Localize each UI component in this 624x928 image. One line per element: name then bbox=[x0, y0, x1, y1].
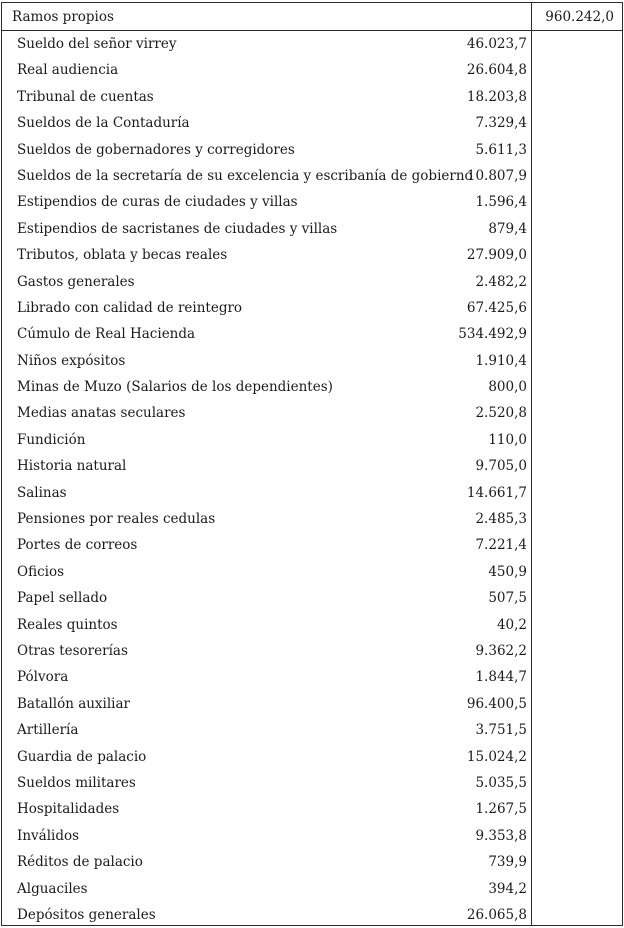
row-label: Salinas bbox=[17, 484, 67, 501]
row-value: 9.705,0 bbox=[475, 458, 527, 475]
row-label: Sueldo del señor virrey bbox=[17, 36, 177, 52]
row-value: 15.024,2 bbox=[466, 748, 527, 765]
row-value: 1.910,4 bbox=[475, 352, 527, 369]
row-label: Sueldos de gobernadores y corregidores bbox=[17, 141, 295, 158]
row-value: 46.023,7 bbox=[466, 36, 527, 52]
row-label: Sueldos de la Contaduría bbox=[17, 115, 190, 132]
table-row bbox=[2, 638, 531, 664]
row-label: Cúmulo de Real Hacienda bbox=[17, 326, 196, 343]
header-total: 960.242,0 bbox=[545, 9, 614, 25]
table-row bbox=[2, 216, 531, 242]
row-label: Historia natural bbox=[17, 458, 127, 475]
row-value: 26.604,8 bbox=[466, 62, 527, 79]
row-value: 40,2 bbox=[496, 616, 527, 633]
table-body bbox=[2, 31, 531, 928]
row-value: 26.065,8 bbox=[466, 906, 527, 923]
row-label: Estipendios de curas de ciudades y villas bbox=[17, 194, 298, 211]
row-value: 5.611,3 bbox=[475, 141, 527, 158]
row-label: Medias anatas seculares bbox=[17, 405, 186, 422]
row-value: 2.485,3 bbox=[475, 511, 527, 528]
row-label: Real audiencia bbox=[17, 62, 119, 79]
row-value: 110,0 bbox=[488, 431, 527, 448]
table-row bbox=[2, 269, 531, 295]
row-label: Portes de correos bbox=[17, 537, 138, 554]
table-row bbox=[2, 585, 531, 611]
row-label: Depósitos generales bbox=[17, 906, 156, 923]
row-value: 18.203,8 bbox=[466, 88, 527, 105]
row-value: 7.329,4 bbox=[475, 115, 527, 132]
table-row bbox=[2, 400, 531, 426]
row-label: Minas de Muzo (Salarios de los dependientes) bbox=[17, 379, 333, 396]
row-label: Sueldos militares bbox=[17, 774, 136, 791]
row-value: 96.400,5 bbox=[466, 695, 527, 712]
table-row bbox=[2, 559, 531, 585]
row-value: 27.909,0 bbox=[466, 247, 527, 264]
table-row bbox=[2, 295, 531, 321]
row-label: Pensiones por reales cedulas bbox=[17, 511, 216, 528]
row-label: Artillería bbox=[17, 722, 79, 739]
table-row bbox=[2, 717, 531, 743]
row-value: 5.035,5 bbox=[475, 774, 527, 791]
table-row bbox=[2, 532, 531, 558]
table-row bbox=[2, 110, 531, 136]
row-value: 394,2 bbox=[488, 880, 527, 897]
row-label: Sueldos de la secretaría de su excelencia y escribanía de gobierno bbox=[17, 167, 473, 184]
row-label: Librado con calidad de reintegro bbox=[17, 299, 243, 316]
row-value: 1.844,7 bbox=[475, 669, 527, 686]
table-row bbox=[2, 348, 531, 374]
table-row bbox=[2, 427, 531, 453]
row-label: Réditos de palacio bbox=[17, 854, 143, 871]
table-row bbox=[2, 31, 531, 57]
row-value: 507,5 bbox=[488, 590, 527, 607]
table-row bbox=[2, 480, 531, 506]
table-row bbox=[2, 137, 531, 163]
table-row bbox=[2, 849, 531, 875]
table-row bbox=[2, 902, 531, 928]
table-row bbox=[2, 242, 531, 268]
row-label: Batallón auxiliar bbox=[17, 695, 131, 712]
row-value: 739,9 bbox=[488, 854, 527, 871]
table-row bbox=[2, 163, 531, 189]
table-row bbox=[2, 57, 531, 83]
row-label: Estipendios de sacristanes de ciudades y villas bbox=[17, 220, 338, 237]
table-row bbox=[2, 744, 531, 770]
row-value: 2.520,8 bbox=[475, 405, 527, 422]
row-label: Gastos generales bbox=[17, 273, 135, 290]
row-value: 879,4 bbox=[488, 220, 527, 237]
table-row bbox=[2, 823, 531, 849]
row-label: Tributos, oblata y becas reales bbox=[17, 247, 228, 264]
row-value: 9.353,8 bbox=[475, 827, 527, 844]
table-row bbox=[2, 876, 531, 902]
row-value: 7.221,4 bbox=[475, 537, 527, 554]
table-row bbox=[2, 453, 531, 479]
table-row bbox=[2, 796, 531, 822]
row-label: Inválidos bbox=[17, 827, 80, 844]
row-label: Tribunal de cuentas bbox=[17, 88, 154, 105]
row-label: Papel sellado bbox=[17, 590, 108, 607]
table-row bbox=[2, 770, 531, 796]
row-label: Guardia de palacio bbox=[17, 748, 147, 765]
row-label: Reales quintos bbox=[17, 616, 118, 633]
row-value: 14.661,7 bbox=[466, 484, 527, 501]
row-value: 1.596,4 bbox=[475, 194, 527, 211]
row-value: 534.492,9 bbox=[458, 326, 527, 343]
table-row bbox=[2, 506, 531, 532]
row-value: 3.751,5 bbox=[475, 722, 527, 739]
header-label: Ramos propios bbox=[12, 9, 114, 25]
row-value: 2.482,2 bbox=[475, 273, 527, 290]
table-row bbox=[2, 374, 531, 400]
table-row bbox=[2, 321, 531, 347]
column-divider bbox=[531, 3, 532, 925]
row-value: 800,0 bbox=[488, 379, 527, 396]
table-row bbox=[2, 664, 531, 690]
row-value: 9.362,2 bbox=[475, 642, 527, 659]
row-label: Oficios bbox=[17, 563, 65, 580]
row-label: Fundición bbox=[17, 431, 86, 448]
row-label: Niños expósitos bbox=[17, 352, 126, 369]
row-label: Otras tesorerías bbox=[17, 642, 128, 659]
row-label: Hospitalidades bbox=[17, 801, 120, 818]
row-value: 10.807,9 bbox=[466, 167, 527, 184]
table-row bbox=[2, 691, 531, 717]
table-row bbox=[2, 84, 531, 110]
expense-table bbox=[1, 2, 623, 926]
row-label: Alguaciles bbox=[17, 880, 88, 897]
row-value: 67.425,6 bbox=[466, 299, 527, 316]
row-value: 1.267,5 bbox=[475, 801, 527, 818]
table-row bbox=[2, 612, 531, 638]
row-value: 450,9 bbox=[488, 563, 527, 580]
row-label: Pólvora bbox=[17, 669, 69, 686]
table-row bbox=[2, 189, 531, 215]
